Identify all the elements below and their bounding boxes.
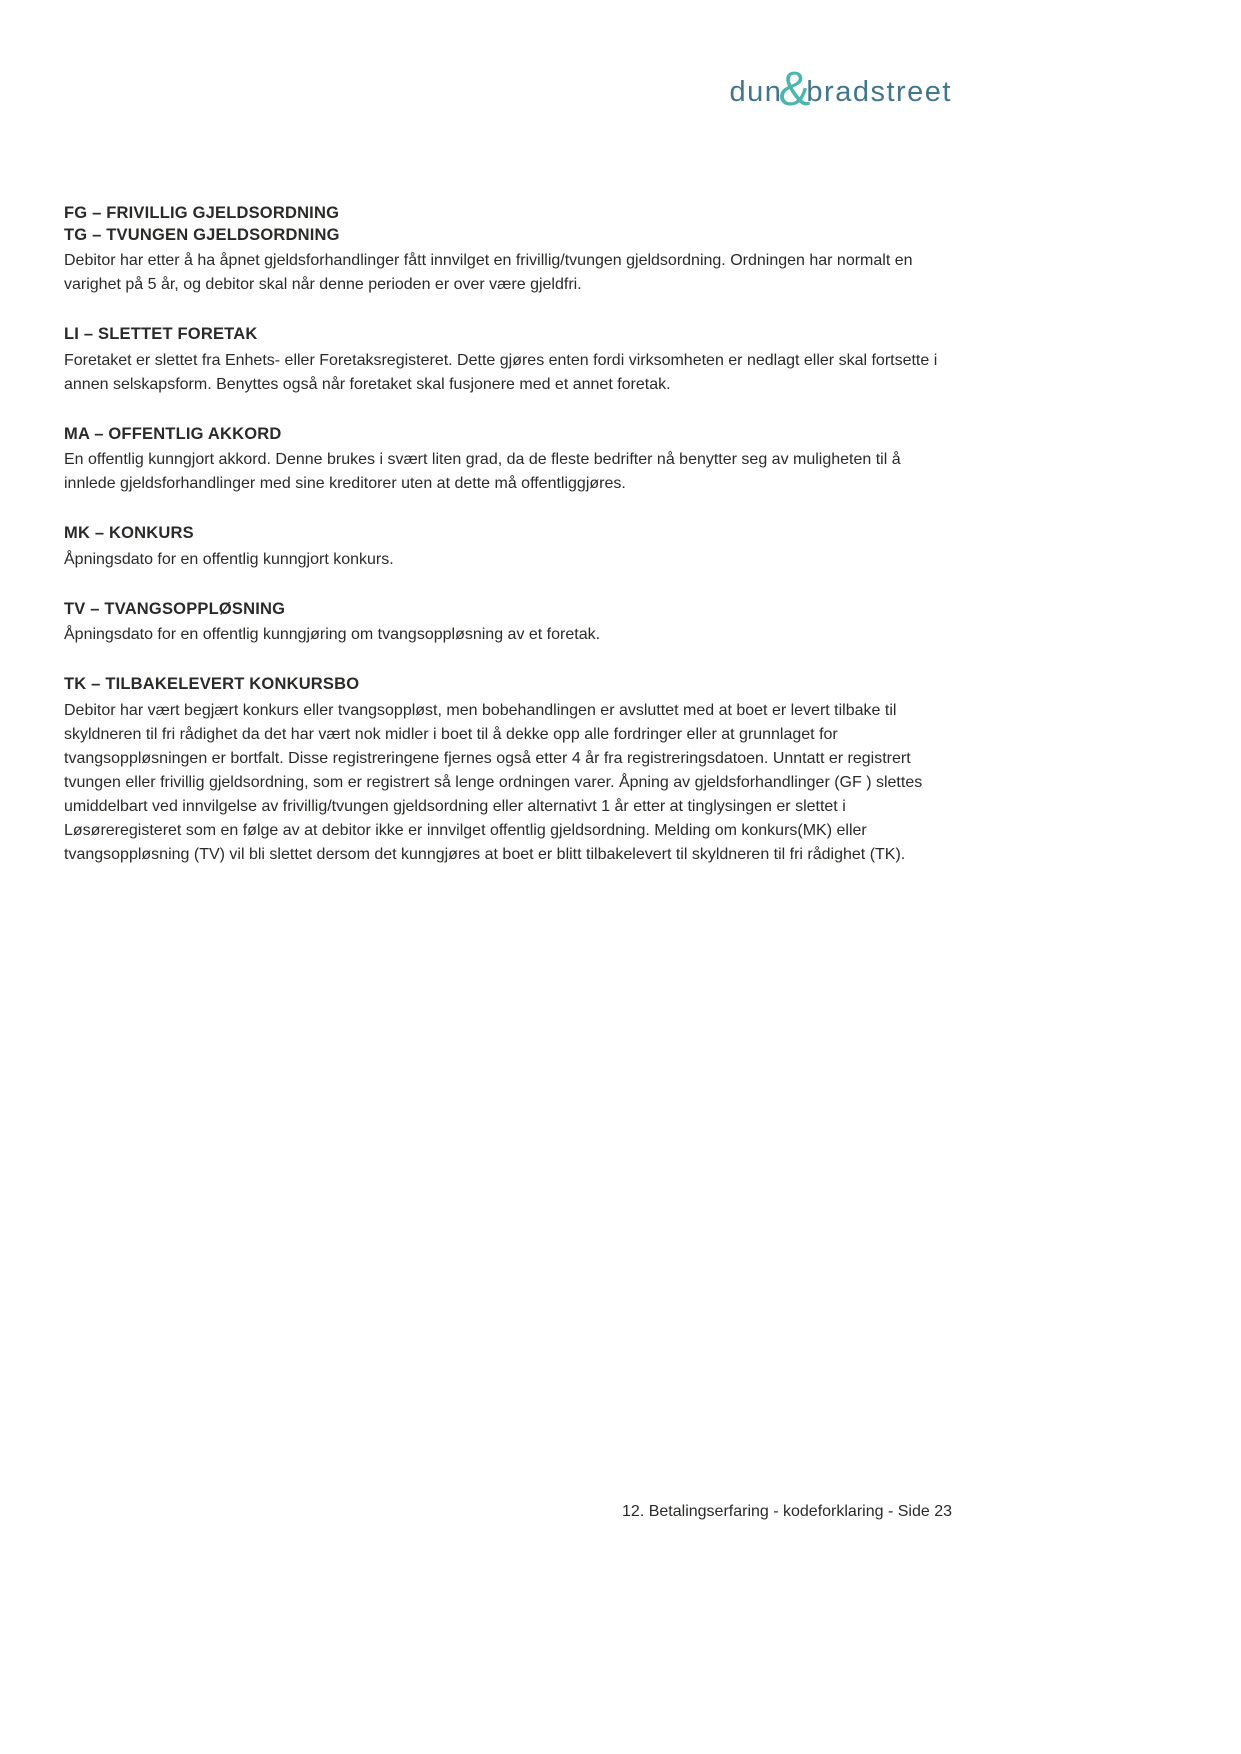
section-li xyxy=(64,324,954,397)
section-ma xyxy=(64,424,954,497)
section-fg-tg xyxy=(64,203,954,297)
code-description: Debitor har vært begjært konkurs eller tvangsoppløst, men bobehandlingen er avsluttet med at boet er levert tilbake til skyldneren til fri rådighet da det har vært nok midler i boet til å dekke opp alle fordringer eller at grunnlaget for tvangsoppløsningen er bortfalt. Disse registreringene fjernes også etter 4 år fra registreringsdatoen. Unntatt er registrert tvungen eller frivillig gjeldsordning, som er registrert så lenge ordningen varer. Åpning av gjeldsforhandlinger (GF ) slettes umiddelbart ved innvilgelse av frivillig/tvungen gjeldsordning eller alternativt 1 år etter at tinglysingen er slettet i Løsøreregisteret som en følge av at debitor ikke er innvilget offentlig gjeldsordning. Melding om konkurs(MK) eller tvangsoppløsning (TV) vil bli slettet dersom det kunngjøres at boet er blitt tilbakelevert til skyldneren til fri rådighet (TK). xyxy=(64,701,923,863)
code-heading-mk: MK – KONKURS xyxy=(64,524,194,542)
logo-ampersand-icon: & xyxy=(778,63,811,116)
code-heading-li: LI – SLETTET FORETAK xyxy=(64,325,258,343)
page-footer xyxy=(64,1501,952,1523)
code-description: Foretaket er slettet fra Enhets- eller Foretaksregisteret. Dette gjøres enten fordi virksomheten er nedlagt eller skal fortsette i annen selskapsform. Benyttes også når foretaket skal fusjonere med et annet foretak. xyxy=(64,351,938,393)
section-tk xyxy=(64,674,954,867)
code-description: En offentlig kunngjort akkord. Denne brukes i svært liten grad, da de fleste bedrifter nå benytter seg av muligheten til å innlede gjeldsforhandlinger med sine kreditorer uten at dette må offentliggjøres. xyxy=(64,451,901,492)
code-description: Åpningsdato for en offentlig kunngjort konkurs. xyxy=(64,550,394,568)
footer-text: 12. Betalingserfaring - kodeforklaring - Side 23 xyxy=(622,1503,952,1520)
code-description: Åpningsdato for en offentlig kunngjøring om tvangsoppløsning av et foretak. xyxy=(64,626,601,643)
dun-bradstreet-logo xyxy=(64,62,952,116)
section-mk xyxy=(64,523,954,572)
code-heading-fg: FG – FRIVILLIG GJELDSORDNING xyxy=(64,204,340,222)
code-heading-ma: MA – OFFENTLIG AKKORD xyxy=(64,424,282,443)
code-description: Debitor har etter å ha åpnet gjeldsforhandlinger fått innvilget en frivillig/tvungen gjeldsordning. Ordningen har normalt en varighet på 5 år, og debitor skal når denne perioden er over være gjeldfri. xyxy=(64,252,913,293)
code-heading-tk: TK – TILBAKELEVERT KONKURSBO xyxy=(64,675,360,693)
code-heading-tv: TV – TVANGSOPPLØSNING xyxy=(64,599,286,618)
logo-word-bradstreet: bradstreet xyxy=(806,76,952,108)
document-content xyxy=(64,203,954,894)
section-tv xyxy=(64,599,954,648)
logo-word-dun: dun xyxy=(729,76,783,108)
code-heading-tg: TG – TVUNGEN GJELDSORDNING xyxy=(64,225,340,244)
